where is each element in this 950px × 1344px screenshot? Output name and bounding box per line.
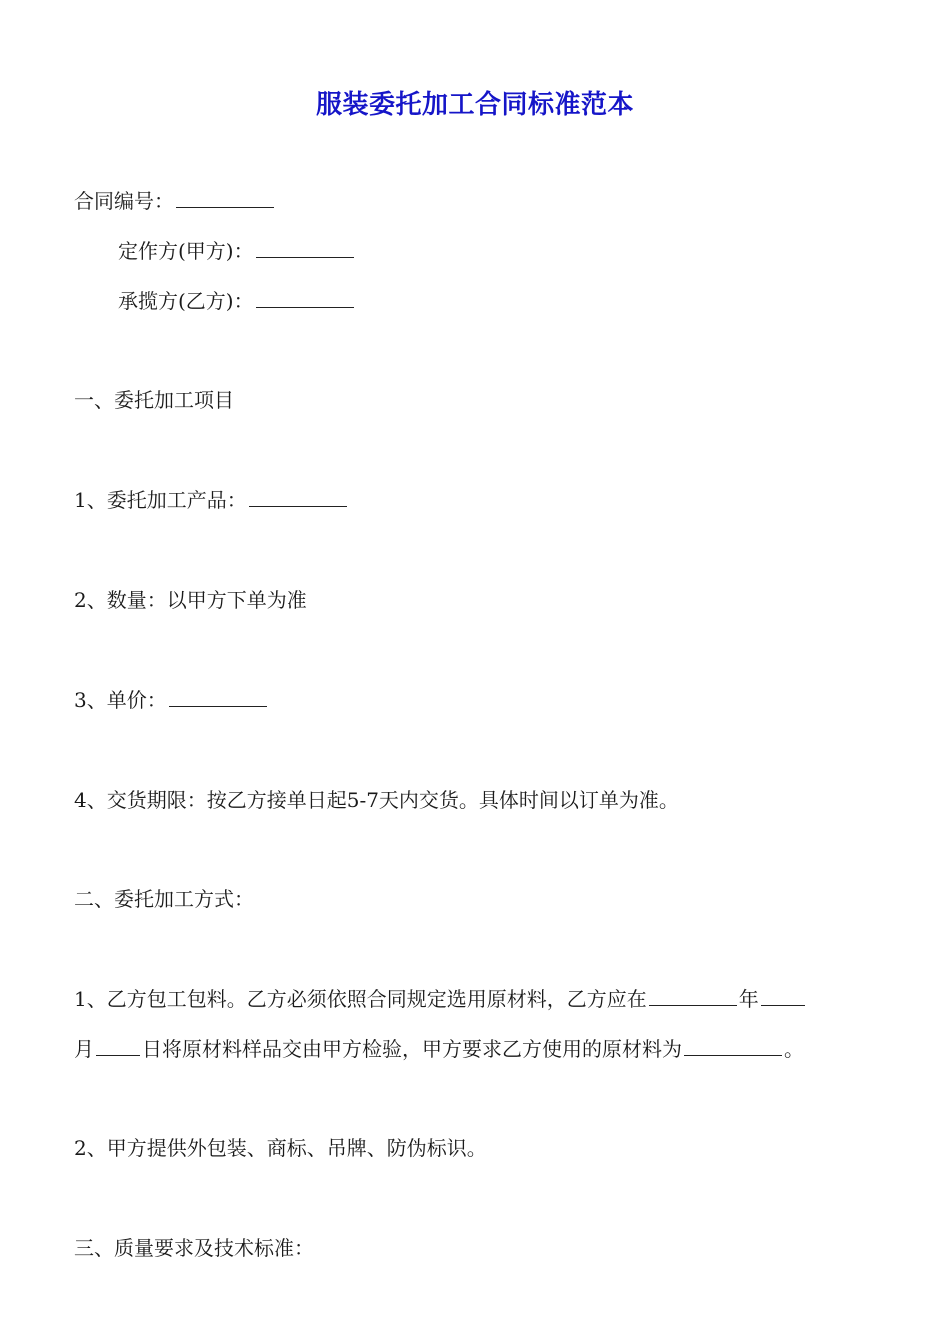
- s2-item1-line1: [74, 985, 807, 1013]
- contract-number-label: 合同编号：: [74, 189, 174, 213]
- section2-heading: 二、委托加工方式：: [74, 887, 254, 911]
- s2-item1-year: 年: [738, 987, 759, 1011]
- section3-heading: 三、质量要求及技术标准：: [74, 1236, 314, 1260]
- party-a-line: [118, 237, 356, 265]
- document-title: 服装委托加工合同标准范本: [315, 90, 634, 120]
- item1-blank[interactable]: [249, 486, 347, 507]
- party-a-label: 定作方(甲方)：: [118, 239, 254, 263]
- party-b-blank[interactable]: [256, 287, 354, 308]
- party-b-line: [118, 287, 356, 315]
- s2-item1-line2: [74, 1035, 804, 1063]
- s2-item1-month-blank[interactable]: [96, 1035, 140, 1056]
- s2-item1-material-blank[interactable]: [684, 1035, 782, 1056]
- item4-text: 4、交货期限：按乙方接单日起5-7天内交货。具体时间以订单为准。: [74, 788, 679, 812]
- item3-label: 3、单价：: [74, 688, 167, 712]
- s2-item1-date-blank[interactable]: [649, 985, 737, 1006]
- s2-item1-part1: 1、乙方包工包料。乙方必须依照合同规定选用原材料，乙方应在: [74, 987, 647, 1011]
- contract-number-line: [74, 187, 276, 215]
- s2-item1-end: 。: [784, 1037, 804, 1061]
- section1-heading: 一、委托加工项目: [74, 388, 234, 412]
- s2-item1-part2: 日将原材料样品交由甲方检验，甲方要求乙方使用的原材料为: [142, 1037, 682, 1061]
- contract-number-blank[interactable]: [176, 187, 274, 208]
- s2-item2-text: 2、甲方提供外包装、商标、吊牌、防伪标识。: [74, 1136, 487, 1160]
- item3-blank[interactable]: [169, 686, 267, 707]
- item3-line: [74, 686, 269, 714]
- party-b-label: 承揽方(乙方)：: [118, 289, 254, 313]
- s2-item1-month: 月: [74, 1037, 94, 1061]
- item1-label: 1、委托加工产品：: [74, 488, 247, 512]
- item2-text: 2、数量：以甲方下单为准: [74, 588, 307, 612]
- party-a-blank[interactable]: [256, 237, 354, 258]
- item1-line: [74, 486, 349, 514]
- s2-item1-year-blank[interactable]: [761, 985, 805, 1006]
